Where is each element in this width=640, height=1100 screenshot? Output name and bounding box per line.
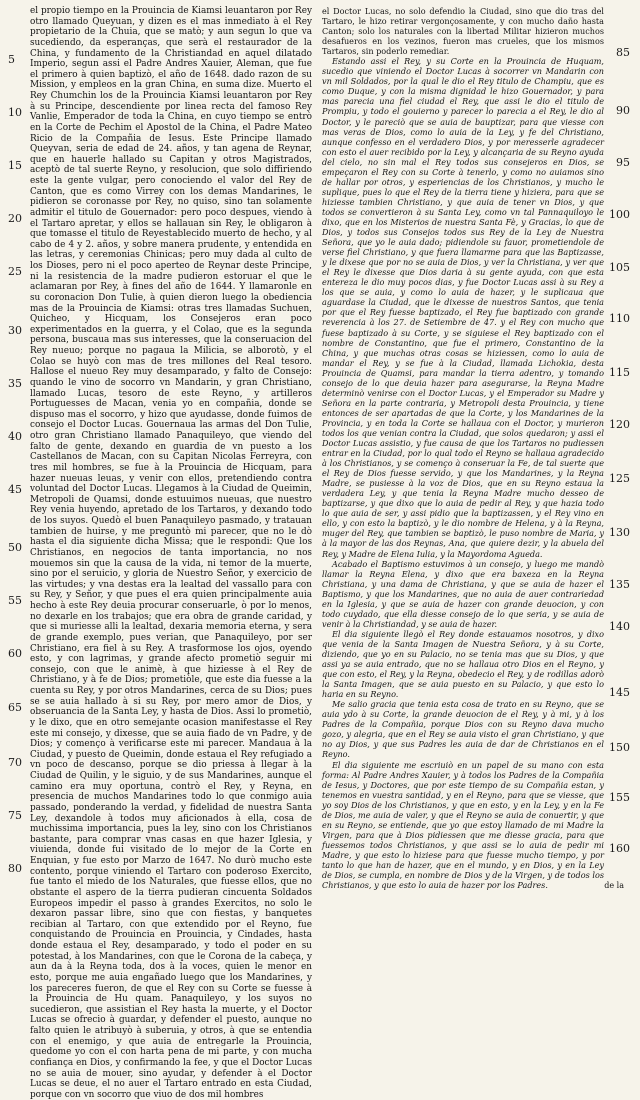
line-number: 135 bbox=[609, 578, 630, 591]
line-number: 125 bbox=[609, 472, 630, 485]
line-number: 120 bbox=[609, 418, 630, 431]
right-column-paragraph: Estando assi el Rey, y su Corte en la Prouincia de Huquam, sucedio que viniendo el Doctor Lucas à socorrer vn Mandarin con vn mil Soldados, por la qual le dio el Rey titulo de Champiu, que es como Duque, y con la misma dignidad le hizo Gouernador, y para mas parecia una fiel ciudad el Rey, que assi le dio el titulo de Prompiu, y todo el gouierno y parecer lo parecia a el Rey, le dio al Doctor, y le pareciò que se auia de bauptizar, para que viesse con mas veras de Dios, como lo auia de la Ley, y fe del Christiano, aunque confesso en el verdadero Dios, y por meresserle agradecer con esto el auer recibido por la Ley, y alcançaria de su Reyno ayuda del cielo, no sin mal el Rey todos sus consejeros en Dios, se empeçaron el Rey con su Corte à tenerlo, y como no auiamos sino de hallar por otros, y esperiencias de los Christianos, y mucho le suplique, pues lo que el Rey de la tierra tiene y hiziera, para que se hiziesse tambien Christiano, y que auia de tener vn Dios, y que todos se convertieron à su Santa Ley, como vn tal Pannaquiloyo le dixo, que en los Misterios de nuestra Santa Fè, y Gracias, lo que de Dios, y todos sus Consejos todos sus Rey de la Ley de Nuestra Señora, que yo le auia dado; pidiendole su fauor, prometiendole de verse fiel Christiano, y que fuera llamarme para que las Baptizasse, y le dixese que por no se auia de Dios, y ver la Christiana, y ver que el Rey le dixesse que Dios daria à su gente ayuda, con que esta entereza le dio muy pocos dias, y fue Doctor Lucas assi à su Rey a los que se auia, y como lo auia de hazer, y le suplicaua que aguardase la Ciudad, que le dixesse de nuestros Santos, que tenia por que el Rey fuesse baptizado, el Rey fue baptizado con grande reverencia à los 27. de Setiembre de 47. y el Rey con mucho que fuese baptizado à su Corte, y se siguiese el Rey baptizado con el nombre de Constantino, que fue el primero, Constantino de la China, y que muchas otras cosas se hiziessen, como lo auia de mandar el Rey, y se fue à la Ciudad, llamada Lichokia, desta Prouincia de Quamsi, para mandar la tierra adentro, y tomando consejo de lo que deuia hazer para asegurarse, la Reyna Madre determinò venirse con el Doctor Lucas, y el Emperador su Madre y Señora en la parte contraria, y Metropoli desta Prouincia, y tiene entonces de ser apartadas de que la Corte, y los Mandarines de la Provincia, y en toda la Corte se hallaua con el Doctor, y murieron todos los que venian contra la Ciudad, que solos quedaron; y assi el Doctor Lucas assistio, y fue causa de que los Tartaros no pudiessen entrar en la Ciudad, por lo qual todo el Reyno se hallaua agradecido à los Christianos, y se començo à conseruar la Fe, de tal suerte que el Rey de Dios fuesse servido, y que los Mandarines, y la Reyna Madre, se pusiesse à la voz de Dios, que en su Reyno estaua la verdadera Ley, y que tenia la Reyna Madre mucho desseo de baptizarse, y que dixo que lo auia de pedir al Rey, y que hazia todo lo que auia de ser, y assi pidio que la baptizassen, y el Rey vino en ello, y con esto la baptizò, y le dio nombre de Helena, y à la Reyna, muger del Rey, que tambien se baptizò, le puso nombre de Maria, y à la mayor de las dos Reynas, Ana, que quiere dezir, y la abuela del Rey, y Madre de Elena Iulia, y la Mayordoma Agueda. bbox=[322, 56, 604, 559]
line-number: 10 bbox=[8, 106, 22, 119]
line-number: 100 bbox=[609, 208, 630, 221]
line-number: 60 bbox=[8, 647, 22, 660]
line-number: 20 bbox=[8, 212, 22, 225]
line-number: 140 bbox=[609, 620, 630, 633]
line-number: 110 bbox=[609, 312, 630, 325]
line-number: 130 bbox=[609, 526, 630, 539]
right-column-paragraph: El dia siguiente me escriuiò en un papel de su mano con esta forma: Al Padre Andres Xauier, y à todos los Padres de la Compañia de Iesus, y Doctores, que por este tiempo de su Compañia estan, y tenemos en vuestra santidad, y en el Reyno, para que se viesse, que yo soy Dios de los Christianos, y que en esto, y en la Ley, y en la Fe de Dios, me auia de valer, y que el Reyno se auia de conuertir, y que en su Reyno, se entiende, que yo que estoy llamado de mi Madre la Virgen, para que à Dios pidiessen que me diesse gracia, para que fuessemos todos Christianos, y que assi se lo auia de pedir mi Madre, y que esto lo hiziese para que fuesse mucho tiempo, y por tanto lo que han de hazer, que en el mundo, y en Dios, y en la Ley de Dios, se cumpla, en nombre de Dios y de la Virgen, y de todos los Christianos, y que esto lo auia de hazer por los Padres. bbox=[322, 759, 604, 891]
line-number: 95 bbox=[616, 156, 630, 169]
right-column-paragraph: Acabado el Baptismo estuvimos à un consejo, y luego me mandò llamar la Reyna Elena, y dixo que era baxeza en la Reyna Christiana, y una dama de Christiana, y que se auia de hazer el Baptismo, y que los Mandarines, que no auia de auer contrariedad en la Iglesia, y que se auia de hazer con grande deuocion, y con todo cuydado, que ella diesse consejo de lo que seria, y se auia de venir à la Christiandad, y se auia de hazer. bbox=[322, 558, 604, 629]
right-column bbox=[322, 6, 630, 892]
line-number: 40 bbox=[8, 430, 22, 443]
line-number: 55 bbox=[8, 594, 22, 607]
line-number: 145 bbox=[609, 686, 630, 699]
line-number: 115 bbox=[609, 366, 630, 379]
line-number: 150 bbox=[609, 741, 630, 754]
line-number: 25 bbox=[8, 265, 22, 278]
line-number: 80 bbox=[8, 862, 22, 875]
right-column-paragraph: el Doctor Lucas, no solo defendio la Ciudad, sino que dio tras del Tartaro, le hizo retirar vergonçosamente, y con mucho daño hasta Canton; solo los naturales con la libertad Militar hizieron muchos desafueros en los vezinos, fueron mas crueles, que los mismos Tartaros, sin poderlo remediar. bbox=[322, 6, 604, 57]
line-number: 15 bbox=[8, 159, 22, 172]
line-number: 85 bbox=[616, 46, 630, 59]
catchword: de la bbox=[604, 881, 624, 890]
two-column-layout bbox=[8, 6, 630, 1100]
left-column-text: el propio tiempo en la Prouincia de Kiamsi leuantaron por Rey otro llamado Queyuan, y dizen es el mas inmediato à el Rey propietario de la Chuia, que se matò; y aun segun lo que va sucediendo, da esperanças, que serà el restaurador de la China, y fundamento de la Christiandad en aquel dilatado Imperio, segun assi el Padre Andres Xauier, Aleman, que fue el primero à quien baptizò, el año de 1648. dado razon de su Mission, y empleos en la gran China, en suma dize. Muerto el Rey Chumchin los de la Prouincia Kiamsi leuantaron por Rey à su Principe, descendiente por linea recta del famoso Rey Vanlie, Emperador de toda la China, en cuyo tiempo se entrò en la Corte de Pechim el Apostol de la China, el Padre Mateo Ricio de la Compañia de Iesus. Este Principe llamado Queyvan, seria de edad de 24. años, y tan agena de Reynar, que en hauerle hallado su Capitan y otros Magistrados, aceptò de tal suerte Reyno, y resolucion, que solo diffiriendo este la gente vulgar, pero conociendo el valor del Rey de Canton, que es como Virrey con los demas Mandarines, le pidieron se coronasse por Rey, no quiso, sino tan solamente admitir el titulo de Gouernador: pero poco despues, viendo à el Tartaro apretar, y ellos se hallauan sin Rey, le obligaron à que tomasse el titulo de Reyestablecido muerto de hecho, y al cabo de 4 y 2. años, y sobre manera prudente, y entendida en las letras, y ceremonias Chinicas; pero muy dada al culto de los Dioses, pero ni el poco aperteo de Reynar deste Principe, ni la resistencia de la madre pudieron estoruar el que le aclamaran por Rey, à fines del año de 1644. Y llamaronle en su coronacion Don Tulie, à quien dieron luego la obediencia mas de la Prouincia de Kiamsi: otras tres llamadas Suchuen, Quicheo, y Hicquam, los Consejeros eran poco experimentados en la guerra, y el Colao, que es la segunda persona, buscaua mas sus interesses, que la conseruacion del Rey nueuo; porque no pagaua la Milicia, se alborotò, y el Colao se huyò con mas de tres millones del Real tesoro. Hallose el nueuo Rey muy desamparado, y falto de Consejo: quando le vino de socorro vn Mandarin, y gran Christiano, llamado Lucas, tesoro de este Reyno, y artilleros Portuguesses de Macan, venia yo en compañia, donde se dispuso mas el socorro, y hizo que ayudasse, donde fuimos de consejo el Doctor Lucas. Gouernaua las armas del Don Tulie, otro gran Christiano llamado Panaquileyo, que viendo del falto de gente, dexando en guardia de vn puesto a los Castellanos de Macan, con su Capitan Nicolas Ferreyra, con tres mil hombres, se fue à la Prouincia de Hicquam, para hazer nueuas leuas, y venir con ellos, pretendiendo contra voluntad del Doctor Lucas. Llegamos à la Ciudad de Queimin, Metropoli de Quamsi, donde estuuimos nueuas, que nuestro Rey venia huyendo, apretado de los Tartaros, y dexando todo de los suyos. Quedò el buen Panaquileyo pasmado, y tratauan tambien de huirse, y me preguntò mi parecer, que no le dò hasta el dia siguiente dicha Missa; que le respondi: Que los Christianos, en negocios de tanta importancia, no nos mouemos sin que la causa de la vida, ni temor de la muerte, sino por el seruicio, y gloria de Nuestro Señor, y exercicio de las virtudes; y vna destas era la lealtad del vassallo para con su Rey, y Señor, y que pues el era quien principalmente auia hecho à este Rey deuia procurar conseruarle, ò por lo menos, no dexarle en los trabajos; que era obra de grande caridad, y que si muriesse alli la lealtad, dexaria memoria eterna, y sera de grande exemplo, pues verian, que Panaquileyo, por ser Christiano, era fiel à su Rey. A trasformose los ojos, oyendo esto, y con lagrimas, y grande afecto prometiò seguir mi consejo, con que le animè, à que hiziesse à el Rey de Christiano, y à fe de Dios; prometiòle, que este dia fuesse a la cuenta su Rey, y por otros Mandarines, cerca de su Dios; pues se se auia hallado à si su Rey, por mero amor de Dios, y obseruancia de la Santa Ley, y hasta de Dios. Assi lo prometiò, y le dixo, que en otro semejante ocasion manifestasse el Rey este mi consejo, y dixesse, que se auia fiado de vn Padre, y de Dios; y començo à verificarse este mi parecer. Mandaua à la Ciudad, y puesto de Queimin, donde estaua el Rey refugiado a vn poco de descanso, porque se dio priessa à llegar à la Ciudad de Quilin, y le siguio, y de sus Mandarines, aunque el camino era muy oportuna, contrò el Rey, y Reyna, en presencia de muchos Mandarines todo lo que conmigo auia passado, ponderando la verdad, y fidelidad de nuestra Santa Ley, dexandole à todos muy aficionados à ella, cosa de muchissima importancia, pues la ley, sino con los Christianos bastante, para comprar vnas casas en que hazer Iglesia, y viuienda, donde fui visitado de lo mejor de la Corte en Enquian, y fue esto por Marzo de 1647. No durò mucho este contento, porque viniendo el Tartaro con poderoso Exercito, fue tanto el miedo de los Naturales, que fuesse ellos, que no obstante el aspero de la tierra pudieran cincuenta Soldados Europeos impedir el passo à grandes Exercitos, no solo le dexaron passar libre, sino que con fiestas, y banquetes recibian al Tartaro, con que extendido por el Reyno, fue conquistando de Prouincia en Prouincia, y Cindades, hasta donde estaua el Rey, desamparado, y todo el poder en su potestad, à los Mandarines, con que le Corona de la cabeça, y aun da à la Reyna toda, dos à la voces, quien le menor en esto, porque me auia engañado luego que los Mandarines, y los pareceres fueron, de que el Rey con su Corte se fuesse à la Prouincia de Hu quam. Panaquileyo, y los suyos no sucedieron, que assistian el Rey hasta la muerte, y el Doctor Lucas se ofrecio à guardar, y defender el puesto, aunque no falto quien le atribuyò à suberuia, y otros, à que se entendia con el enemigo, y que auia de entregarle la Prouincia, quedome yo con el con harta pena de mi parte, y con mucha confiança en Dios, y confirmando la fee, y que el Doctor Lucas no se auia de mouer, sino ayudar, y defender à el Doctor Lucas se deue, el no auer el Tartaro entrado en esta Ciudad, porque con vn socorro que viuo de dos mil hombres bbox=[30, 6, 312, 1100]
line-number: 65 bbox=[8, 701, 22, 714]
left-column bbox=[8, 6, 312, 1100]
line-number: 105 bbox=[609, 261, 630, 274]
line-number: 75 bbox=[8, 809, 22, 822]
line-number: 45 bbox=[8, 483, 22, 496]
right-column-paragraph: El dia siguiente llegò el Rey donde estauamos nosotros, y dixo que venia de la Santa Imagen de Nuestra Señora, y à su Corte, diziendo, que yo en su Palacio, no se tenia mas que su Dios, y que assi ya se auia entrado, que no se hallaua otro Dios en el Reyno, y que con esto, el Rey, y la Reyna, obedecio el Rey, y de rodillas adorò la Santa Imagen, que se auia puesto en su Palacio, y que esto lo haria en su Reyno. bbox=[322, 628, 604, 700]
line-number: 155 bbox=[609, 791, 630, 804]
line-number: 160 bbox=[609, 842, 630, 855]
line-number: 5 bbox=[8, 53, 15, 66]
right-column-paragraph: Me salio gracia que tenia esta cosa de trato en su Reyno, que se auia ydo à su Corte, la grande deuocion de el Rey, y à mi, y à los Padres de la Compañia, porque Dios con su Reyno dava mucho gozo, y alegria, que en el Rey se auia visto el gran Christiano, y que no ay Dios, y que sus Padres les auia de dar de Christianos en el Reyno. bbox=[322, 699, 604, 760]
line-number: 90 bbox=[616, 104, 630, 117]
line-number: 35 bbox=[8, 377, 22, 390]
line-number: 30 bbox=[8, 324, 22, 337]
line-number: 70 bbox=[8, 756, 22, 769]
line-number: 50 bbox=[8, 541, 22, 554]
